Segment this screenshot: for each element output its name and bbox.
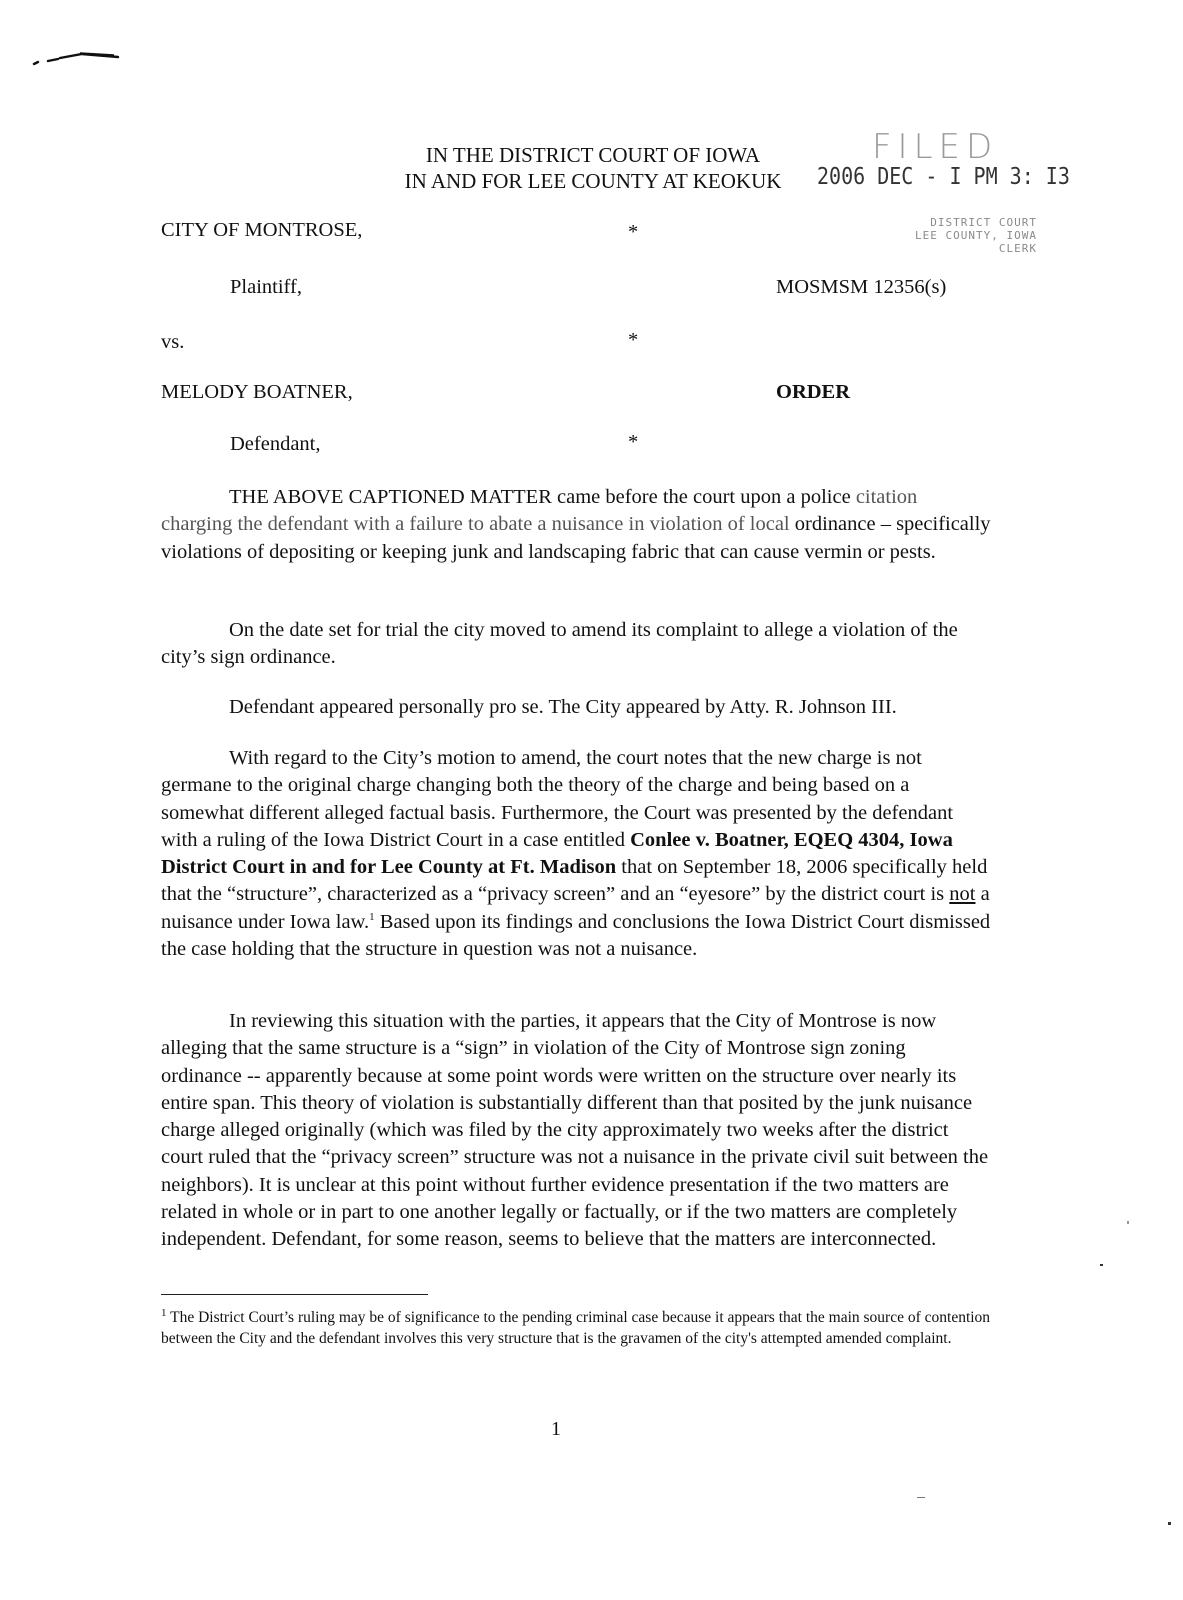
defendant-name: MELODY BOATNER,: [161, 381, 353, 403]
footnote: [161, 1308, 991, 1349]
caption-asterisk: *: [628, 329, 639, 351]
scan-speck: [1127, 1221, 1129, 1224]
caption-asterisk: *: [628, 431, 639, 453]
filed-stamp-datetime: 2006 DEC - I PM 3: I3: [817, 162, 1070, 190]
clerk-stamp: [852, 216, 1037, 255]
court-header-line2: IN AND FOR LEE COUNTY AT KEOKUK: [404, 169, 782, 193]
paragraph-2-text: On the date set for trial the city moved to amend its complaint to allege a violation of the city’s sign ordinance.: [161, 619, 958, 669]
clerk-stamp-line3: CLERK: [998, 242, 1037, 255]
paragraph-5: [161, 1008, 991, 1254]
paragraph-2: [161, 617, 991, 672]
paragraph-4-text-b: that on September 18, 2006 specifically held that the “structure”, characterized as a “privacy screen” and an “eyesore” by the district court is: [161, 856, 988, 906]
caption-asterisk: *: [628, 221, 639, 243]
footnote-reference[interactable]: 1: [369, 910, 375, 923]
defendant-label: Defendant,: [230, 433, 321, 455]
paragraph-3: [161, 694, 991, 721]
clerk-stamp-line2: LEE COUNTY, IOWA: [915, 229, 1037, 242]
paragraph-5-text: In reviewing this situation with the parties, it appears that the City of Montrose is now alleging that the same structure is a “sign” in violation of the City of Montrose sign zoning ordinance -- apparently because at some point words were written on the structure over nearly its entire span. This theory of violation is substantially different than that posited by the junk nuisance charge alleged originally (which was filed by the city approximately two weeks after the district court ruled that the “privacy screen” structure was not a nuisance in the private civil suit between the neighbors). It is unclear at this point without further evidence presentation if the two matters are related in whole or in part to one another legally or factually, or if the two matters are completely independent. Defendant, for some reason, seems to believe that the matters are interconnected.: [161, 1010, 989, 1251]
scan-speck: [1168, 1522, 1171, 1525]
document-title: ORDER: [776, 381, 851, 403]
paragraph-1: [161, 484, 991, 566]
scan-speck: [1100, 1264, 1103, 1266]
page-number: 1: [551, 1418, 561, 1440]
paragraph-4-text-a: With regard to the City’s motion to amend, the court notes that the new charge is not germane to the original charge changing both the theory of the charge and being based on a somewhat different alleged factual basis. Furthermore, the Court was presented by the defendant with a ruling of the Iowa District Court in a case entitled: [161, 747, 954, 851]
paragraph-1-text-c: ordinance – specifically violations of depositing or keeping junk and landscaping fabric that can cause vermin or pests.: [161, 513, 991, 563]
footnote-text: The District Court’s ruling may be of significance to the pending criminal case because it appears that the main source of contention between the City and the defendant involves this very structure that is the gravamen of the city's attempted amended complaint.: [161, 1309, 991, 1347]
paragraph-4-text-d: Based upon its findings and conclusions the Iowa District Court dismissed the case holding that the structure in question was not a nuisance.: [161, 910, 991, 961]
court-header-line1: IN THE DISTRICT COURT OF IOWA: [425, 143, 761, 167]
footnote-divider: [161, 1294, 428, 1295]
case-citation: Conlee v. Boatner, EQEQ 4304, Iowa District Court in and for Lee County at Ft. Madison: [161, 828, 953, 879]
plaintiff-label: Plaintiff,: [230, 276, 302, 298]
paragraph-3-text: Defendant appeared personally pro se. The City appeared by Atty. R. Johnson III.: [229, 696, 897, 718]
paragraph-4: [161, 745, 991, 963]
footnote-marker: 1: [161, 1306, 167, 1319]
paragraph-4-text-c: a nuisance under Iowa law.: [161, 883, 990, 933]
versus-label: vs.: [161, 331, 185, 353]
filed-stamp: FILED: [872, 127, 999, 167]
pen-stroke-mark: [30, 50, 130, 70]
scan-speck: [917, 1497, 925, 1498]
plaintiff-name: CITY OF MONTROSE,: [161, 219, 363, 241]
case-number: MOSMSM 12356(s): [776, 276, 947, 298]
court-header: [398, 142, 788, 194]
emphasis-not: not: [949, 883, 976, 906]
clerk-stamp-line1: DISTRICT COURT: [930, 216, 1037, 229]
paragraph-1-text-a: THE ABOVE CAPTIONED MATTER came before the court upon a police: [229, 486, 851, 508]
paragraph-1-text-b: citation charging the defendant with a failure to abate a nuisance in violation of local: [161, 486, 918, 536]
